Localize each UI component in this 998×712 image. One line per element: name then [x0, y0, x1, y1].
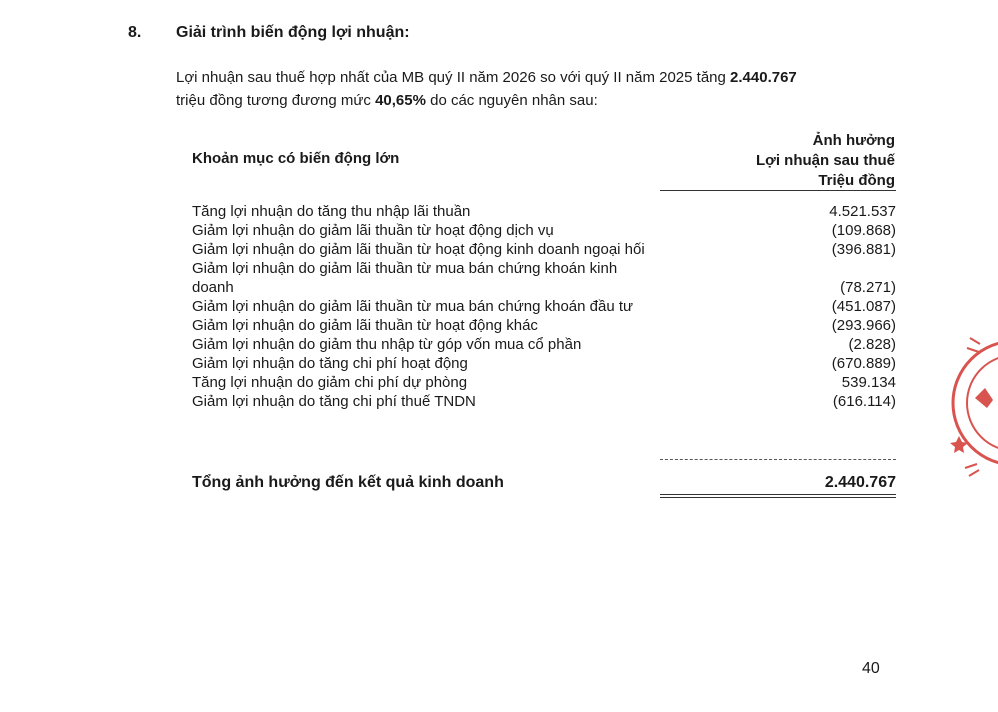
total-value: 2.440.767: [824, 474, 896, 491]
row-value: 539.134: [841, 374, 896, 391]
intro-line-2: [176, 89, 916, 112]
table-row: [192, 297, 896, 316]
total-label: Tổng ảnh hưởng đến kết quả kinh doanh: [192, 474, 504, 491]
intro-text: do các nguyên nhân sau:: [425, 92, 598, 109]
row-label: Giảm lợi nhuận do giảm lãi thuần từ hoạt động dịch vụ: [192, 222, 554, 239]
table-row: [192, 392, 896, 411]
table-row: [192, 335, 896, 354]
row-value: (451.087): [831, 298, 896, 315]
intro-percent: 40,65%: [375, 92, 426, 109]
row-value: (293.966): [831, 317, 896, 334]
row-value: (109.868): [831, 222, 896, 239]
total-double-underline: [660, 494, 896, 495]
intro-text: Lợi nhuận sau thuế hợp nhất của MB quý II năm 2026 so với quý II năm 2025 tăng: [176, 69, 731, 86]
table-left-header: Khoản mục có biến động lớn: [192, 150, 400, 167]
row-label: Giảm lợi nhuận do giảm lãi thuần từ mua bán chứng khoán kinh doanh: [192, 260, 618, 296]
red-seal-stamp-icon: [945, 318, 998, 488]
table-row: [192, 354, 896, 373]
section-title: Giải trình biến động lợi nhuận:: [176, 24, 410, 41]
row-label: Giảm lợi nhuận do tăng chi phí hoạt động: [192, 355, 468, 372]
row-label: Tăng lợi nhuận do giảm chi phí dự phòng: [192, 374, 468, 391]
row-value: (396.881): [831, 241, 896, 258]
table-row: [192, 240, 896, 259]
row-label: Giảm lợi nhuận do giảm lãi thuần từ hoạt động khác: [192, 317, 538, 334]
table-body: [192, 202, 896, 411]
row-value: (616.114): [832, 393, 896, 410]
table-row: [192, 202, 896, 221]
header-divider: [660, 190, 896, 191]
table-row: [192, 373, 896, 392]
row-value: (670.889): [831, 355, 896, 372]
row-label: Giảm lợi nhuận do giảm thu nhập từ góp vốn mua cổ phần: [192, 336, 582, 353]
row-value: (78.271): [840, 279, 896, 296]
header-impact: Ảnh hưởng: [812, 132, 895, 149]
table-right-header: [655, 131, 895, 191]
row-label: Giảm lợi nhuận do giảm lãi thuần từ hoạt động kinh doanh ngoại hối: [192, 241, 645, 258]
row-label: Giảm lợi nhuận do tăng chi phí thuế TNDN: [192, 393, 476, 410]
intro-line-1: [176, 66, 916, 89]
row-label: Tăng lợi nhuận do tăng thu nhập lãi thuần: [192, 203, 471, 220]
header-unit: Triệu đồng: [818, 172, 895, 189]
row-value: 4.521.537: [829, 203, 896, 220]
table-row: [192, 316, 896, 335]
header-profit-after-tax: Lợi nhuận sau thuế: [756, 152, 895, 169]
table-row: [192, 221, 896, 240]
section-heading: [0, 24, 998, 48]
page-number: 40: [862, 660, 880, 677]
total-row: [192, 474, 896, 492]
section-number: 8.: [128, 24, 142, 41]
row-label: Giảm lợi nhuận do giảm lãi thuần từ mua bán chứng khoán đầu tư: [192, 298, 634, 315]
subtotal-divider: [660, 459, 896, 460]
intro-paragraph: [176, 66, 916, 112]
intro-text: triệu đồng tương đương mức: [176, 92, 376, 109]
table-row: [192, 259, 896, 297]
intro-amount: 2.440.767: [730, 69, 797, 86]
row-value: (2.828): [848, 336, 896, 353]
total-double-underline: [660, 497, 896, 498]
